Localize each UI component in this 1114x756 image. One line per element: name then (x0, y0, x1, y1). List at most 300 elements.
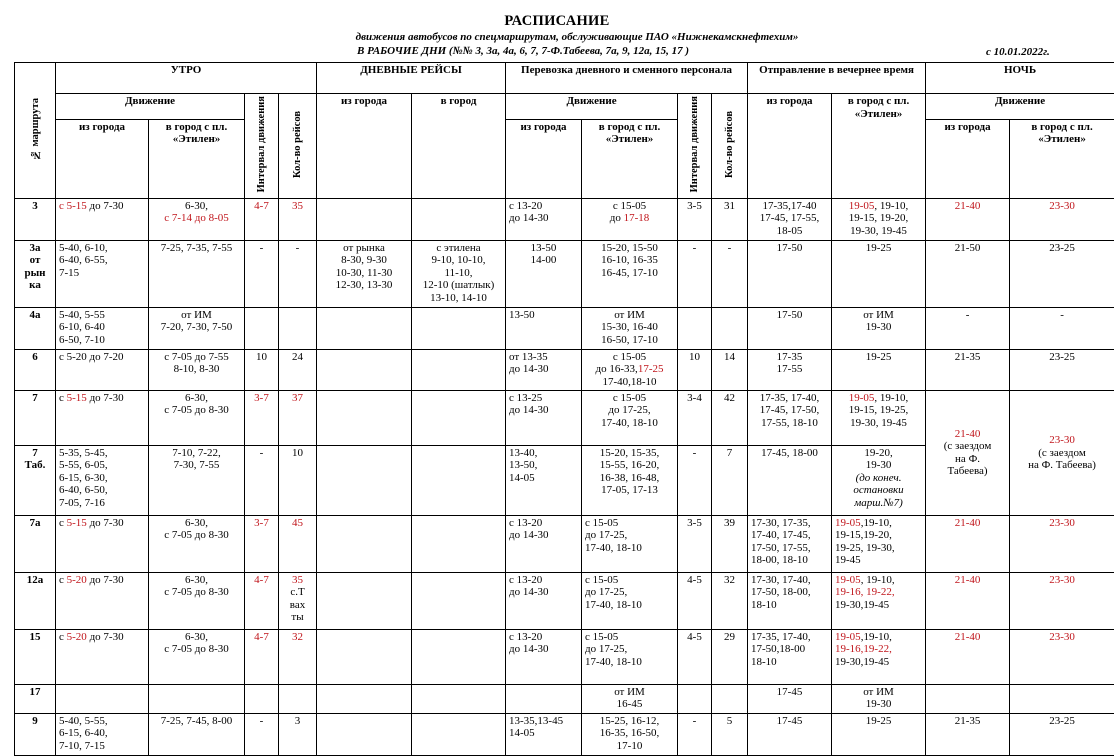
morning-count-cell (279, 572, 317, 629)
cell-text: до 14-30 (509, 212, 549, 224)
cell-line (509, 392, 578, 405)
schedule-table (14, 62, 1114, 756)
day-to-city-cell (412, 349, 506, 390)
day-from-city-cell (317, 572, 412, 629)
day-to-city-cell (412, 572, 506, 629)
cell-line (715, 447, 744, 460)
cell-text: 6-40, 6-50, (59, 484, 108, 496)
evening-from-city-cell (748, 198, 832, 240)
night-to-city-header: в город с пл. «Этилен» (1010, 119, 1114, 198)
morning-count-cell (279, 198, 317, 240)
cell-line (585, 517, 674, 530)
cell-text: 19-30, 19-45 (850, 225, 907, 237)
cell-text: 17-45 (777, 715, 803, 727)
evening-from-city-cell (748, 572, 832, 629)
cell-text: ты (291, 611, 303, 623)
evening-to-city-cell (832, 390, 926, 445)
cell-line (585, 200, 674, 213)
cell-text: 8-30, 9-30 (341, 254, 387, 266)
cell-line (152, 351, 241, 364)
cell-line (585, 631, 674, 644)
cell-text: до 17-25, (585, 529, 627, 541)
cell-line (751, 309, 828, 322)
shift-count-cell (712, 629, 748, 684)
cell-text: 19-05 (849, 200, 875, 212)
cell-line (681, 447, 708, 460)
cell-line (248, 574, 275, 587)
cell-line (152, 392, 241, 405)
cell-line (282, 631, 313, 644)
cell-line (152, 321, 241, 334)
cell-text: до 7-30 (87, 574, 124, 586)
day-from-city-cell (317, 684, 412, 713)
cell-line (509, 643, 578, 656)
cell-line (715, 392, 744, 405)
cell-line (929, 631, 1006, 644)
cell-line (1013, 200, 1111, 213)
cell-text: 19-15,19-20, (835, 529, 892, 541)
morning-to-city-cell (149, 684, 245, 713)
cell-text: 10-30, 11-30 (336, 267, 392, 279)
cell-line (59, 200, 145, 213)
cell-line (585, 727, 674, 740)
cell-text: 19-30,19-45 (835, 599, 889, 611)
cell-line (585, 404, 674, 417)
cell-text: , 19-10, (861, 574, 895, 586)
cell-text: - (260, 447, 264, 459)
cell-line (152, 200, 241, 213)
cell-text: 5-35, 5-45, (59, 447, 108, 459)
cell-text: 17-50,18-00 (751, 643, 805, 655)
shift-count-cell (712, 713, 748, 755)
cell-line (59, 727, 145, 740)
cell-line (248, 517, 275, 530)
route-number: 17 (18, 686, 52, 699)
shift-to-city-cell (582, 684, 678, 713)
cell-text: до 7-30 (87, 392, 124, 404)
cell-line (835, 447, 922, 460)
cell-text: с 13-20 (509, 574, 542, 586)
shift-interval-cell (678, 198, 712, 240)
cell-line (585, 574, 674, 587)
cell-text: 19-30, 19-45 (850, 417, 907, 429)
cell-text: 5-15 (67, 392, 87, 404)
cell-text: - (296, 242, 300, 254)
cell-text: 6-30, (185, 631, 208, 643)
morning-interval-cell (245, 684, 279, 713)
evening-header: Отправление в вечернее время (748, 63, 926, 94)
cell-line (715, 574, 744, 587)
cell-text: 7-25, 7-35, 7-55 (161, 242, 233, 254)
cell-line (835, 242, 922, 255)
cell-text: с.Т (290, 586, 304, 598)
cell-text: 17-35,17-40 (762, 200, 816, 212)
morning-count-cell (279, 515, 317, 572)
cell-line (585, 599, 674, 612)
shift-interval-cell (678, 572, 712, 629)
day-from-city-header: из города (317, 94, 412, 199)
cell-line (835, 200, 922, 213)
cell-text: 5-20 (67, 631, 87, 643)
cell-line (751, 200, 828, 213)
cell-line (751, 599, 828, 612)
shift-from-city-cell (506, 572, 582, 629)
cell-line (681, 517, 708, 530)
cell-line (509, 254, 578, 267)
night-to-city-cell (1010, 515, 1114, 572)
cell-line (59, 484, 145, 497)
cell-text: 17-40, 18-10 (585, 599, 642, 611)
cell-text: марш.№7) (854, 497, 903, 509)
cell-text: 7-10, 7-22, (172, 447, 221, 459)
cell-line (1013, 631, 1111, 644)
cell-line (1013, 574, 1111, 587)
cell-text: 14-05 (509, 727, 535, 739)
cell-line (751, 656, 828, 669)
night-from-city-cell (926, 515, 1010, 572)
cell-text: до 7-30 (87, 517, 124, 529)
cell-text: 19-20, (864, 447, 892, 459)
cell-line (835, 212, 922, 225)
morning-interval-cell (245, 198, 279, 240)
morning-interval-cell (245, 307, 279, 349)
cell-line (152, 447, 241, 460)
schedule-row (15, 713, 1114, 755)
cell-line (152, 529, 241, 542)
cell-text: 5-20 (67, 574, 87, 586)
cell-text: 21-40 (955, 517, 981, 529)
route-number: 15 (18, 631, 52, 644)
cell-text: с 7-05 до 8-30 (164, 586, 229, 598)
cell-text: 16-45 (617, 698, 643, 710)
cell-line (248, 447, 275, 460)
day-to-city-cell (412, 198, 506, 240)
cell-text: 32 (724, 574, 735, 586)
shift-count-cell (712, 307, 748, 349)
shift-count-header: Кол-во рейсов (712, 94, 748, 199)
cell-line (1013, 459, 1111, 472)
cell-text: 23-30 (1049, 517, 1075, 529)
cell-text: 17-50 (777, 309, 803, 321)
cell-text: 5-40, 5-55, (59, 715, 108, 727)
route-number-cell (15, 445, 56, 515)
night-to-city-cell (1010, 307, 1114, 349)
cell-line (751, 631, 828, 644)
cell-text: 17-05, 17-13 (601, 484, 658, 496)
morning-count-cell (279, 307, 317, 349)
cell-text: до 7-30 (87, 200, 124, 212)
morning-to-city-cell (149, 349, 245, 390)
cell-text: 23-25 (1049, 351, 1075, 363)
evening-to-city-cell (832, 349, 926, 390)
schedule-row (15, 198, 1114, 240)
cell-text: до 17-25, (608, 404, 650, 416)
shift-from-city-cell (506, 629, 582, 684)
cell-line (509, 447, 578, 460)
cell-line (751, 715, 828, 728)
cell-line (509, 574, 578, 587)
morning-from-city-cell (56, 572, 149, 629)
shift-interval-cell (678, 307, 712, 349)
cell-line (509, 404, 578, 417)
evening-to-city-cell (832, 240, 926, 307)
cell-line (152, 459, 241, 472)
cell-text: до (610, 212, 624, 224)
cell-text: - (693, 242, 697, 254)
route-number: 9 (18, 715, 52, 728)
cell-line (751, 542, 828, 555)
cell-line (320, 267, 408, 280)
cell-text: 21-50 (955, 242, 981, 254)
cell-line (835, 321, 922, 334)
cell-line (59, 517, 145, 530)
cell-line (248, 392, 275, 405)
cell-line (835, 392, 922, 405)
route-number: рын (18, 267, 52, 280)
cell-line (282, 392, 313, 405)
cell-text: 11-10, (445, 267, 473, 279)
cell-text: - (966, 309, 970, 321)
shift-transport-header: Перевозка дневного и сменного персонала (506, 63, 748, 94)
evening-from-city-cell (748, 307, 832, 349)
cell-line (835, 309, 922, 322)
cell-line (1013, 309, 1111, 322)
evening-from-city-cell (748, 349, 832, 390)
cell-text: 17-10 (617, 740, 643, 752)
night-from-city-header: из города (926, 119, 1010, 198)
cell-text: 12-10 (шатлык) (423, 279, 495, 291)
route-number: 7 (18, 447, 52, 460)
shift-from-city-cell (506, 445, 582, 515)
cell-text: 17-30, 17-40, (751, 574, 811, 586)
cell-text: 19-30 (866, 459, 892, 471)
cell-line (835, 586, 922, 599)
night-to-city-cell (1010, 198, 1114, 240)
night-to-city-cell (1010, 572, 1114, 629)
cell-text: 19-05 (835, 631, 861, 643)
morning-from-city-cell (56, 198, 149, 240)
cell-text: от 13-35 (509, 351, 548, 363)
cell-line (1013, 434, 1111, 447)
cell-text: вах (290, 599, 305, 611)
day-to-city-cell (412, 240, 506, 307)
cell-text: 17-30, 17-35, (751, 517, 811, 529)
shift-count-cell (712, 198, 748, 240)
morning-count-cell (279, 240, 317, 307)
cell-text: с 15-05 (585, 631, 618, 643)
cell-line (715, 517, 744, 530)
day-to-city-cell (412, 629, 506, 684)
cell-line (929, 715, 1006, 728)
cell-line (585, 686, 674, 699)
cell-text: 17-45, 17-55, (760, 212, 820, 224)
night-header: НОЧЬ (926, 63, 1114, 94)
route-number-cell (15, 307, 56, 349)
cell-line (509, 351, 578, 364)
cell-line (835, 404, 922, 417)
cell-line (585, 447, 674, 460)
morning-from-city-cell (56, 349, 149, 390)
schedule-row (15, 629, 1114, 684)
cell-text: 17-55, 18-10 (761, 417, 818, 429)
cell-text: 15-30, 16-40 (601, 321, 658, 333)
day-to-city-cell (412, 684, 506, 713)
cell-line (751, 212, 828, 225)
morning-header: УТРО (56, 63, 317, 94)
shift-interval-cell (678, 445, 712, 515)
night-to-city-cell (1010, 349, 1114, 390)
cell-line (282, 599, 313, 612)
shift-interval-cell (678, 515, 712, 572)
cell-text: 42 (724, 392, 735, 404)
cell-line (415, 279, 502, 292)
shift-to-city-cell (582, 390, 678, 445)
shift-to-city-cell (582, 307, 678, 349)
cell-text: 45 (292, 517, 303, 529)
route-number: 4а (18, 309, 52, 322)
cell-text: 17-45 (777, 686, 803, 698)
cell-line (835, 542, 922, 555)
cell-line (835, 631, 922, 644)
cell-line (929, 351, 1006, 364)
day-from-city-cell (317, 240, 412, 307)
cell-text: 19-16, 19-22, (835, 586, 895, 598)
cell-line (751, 574, 828, 587)
cell-line (1013, 715, 1111, 728)
cell-text: 17-35, 17-40, (751, 631, 811, 643)
cell-line (681, 715, 708, 728)
cell-text: 16-50, 17-10 (601, 334, 658, 346)
cell-line (835, 417, 922, 430)
shift-to-city-cell (582, 198, 678, 240)
cell-text: 23-25 (1049, 242, 1075, 254)
cell-line (415, 292, 502, 305)
cell-line (59, 740, 145, 753)
cell-text: 19-15, 19-25, (849, 404, 909, 416)
cell-line (152, 363, 241, 376)
cell-line (681, 351, 708, 364)
shift-from-city-cell (506, 198, 582, 240)
cell-text: 21-40 (955, 574, 981, 586)
cell-line (715, 242, 744, 255)
cell-text: 35 (292, 574, 303, 586)
cell-line (59, 459, 145, 472)
cell-text: 12-30, 13-30 (336, 279, 393, 291)
cell-text: 3-4 (687, 392, 702, 404)
night-to-city-cell (1010, 684, 1114, 713)
cell-line (282, 586, 313, 599)
cell-line (509, 586, 578, 599)
cell-line (715, 631, 744, 644)
cell-line (751, 686, 828, 699)
cell-line (681, 574, 708, 587)
morning-count-cell (279, 629, 317, 684)
cell-text: с 15-05 (585, 574, 618, 586)
cell-line (585, 643, 674, 656)
evening-from-city-cell (748, 629, 832, 684)
evening-from-city-cell (748, 240, 832, 307)
cell-line (585, 363, 674, 376)
cell-text: 13-40, (509, 447, 537, 459)
cell-line (59, 242, 145, 255)
cell-text: 6-40, 6-55, (59, 254, 108, 266)
night-from-city-cell (926, 307, 1010, 349)
evening-to-city-cell (832, 198, 926, 240)
cell-text: до 14-30 (509, 404, 549, 416)
cell-line (585, 351, 674, 364)
route-number-cell (15, 629, 56, 684)
cell-line (152, 586, 241, 599)
evening-to-city-cell (832, 713, 926, 755)
evening-from-city-header: из города (748, 94, 832, 199)
shift-from-city-cell (506, 307, 582, 349)
cell-text: 17-50, 18-00, (751, 586, 811, 598)
evening-to-city-cell (832, 445, 926, 515)
day-to-city-cell (412, 713, 506, 755)
cell-text: 13-10, 14-10 (430, 292, 487, 304)
cell-text: 21-35 (955, 351, 981, 363)
cell-line (751, 404, 828, 417)
cell-line (835, 715, 922, 728)
cell-text: 7-25, 7-45, 8-00 (161, 715, 233, 727)
cell-text: ,19-10, (861, 517, 892, 529)
cell-line (1013, 351, 1111, 364)
cell-line (248, 200, 275, 213)
cell-text: Табеева) (947, 465, 987, 477)
morning-to-city-cell (149, 307, 245, 349)
day-from-city-cell (317, 445, 412, 515)
cell-text: от ИМ (614, 309, 645, 321)
cell-text: 39 (724, 517, 735, 529)
evening-from-city-cell (748, 713, 832, 755)
cell-text: 5-40, 5-55 (59, 309, 105, 321)
cell-line (751, 225, 828, 238)
cell-text: 19-15, 19-20, (849, 212, 909, 224)
evening-to-city-cell (832, 515, 926, 572)
schedule-row (15, 307, 1114, 349)
cell-line (835, 472, 922, 485)
cell-text: - (260, 242, 264, 254)
cell-line (929, 428, 1006, 441)
cell-text: , 19-10, (874, 392, 908, 404)
cell-line (509, 715, 578, 728)
morning-from-city-cell (56, 684, 149, 713)
cell-text: с (59, 574, 67, 586)
cell-line (509, 200, 578, 213)
cell-line (509, 472, 578, 485)
night-from-city-cell (926, 240, 1010, 307)
cell-text: на Ф. (955, 453, 980, 465)
cell-text: 19-25 (866, 715, 892, 727)
cell-text: (с заездом (1038, 447, 1086, 459)
cell-text: с 5-20 до 7-20 (59, 351, 124, 363)
cell-text: 7-10, 7-15 (59, 740, 105, 752)
cell-text: 4-7 (254, 200, 269, 212)
cell-text: 16-45, 17-10 (601, 267, 658, 279)
cell-text: 19-30 (866, 321, 892, 333)
night-from-city-cell (926, 684, 1010, 713)
cell-line (929, 574, 1006, 587)
cell-text: 7-30, 7-55 (174, 459, 220, 471)
route-number-cell (15, 684, 56, 713)
cell-line (585, 309, 674, 322)
cell-text: с 13-20 (509, 200, 542, 212)
morning-from-city-cell (56, 713, 149, 755)
cell-line (751, 392, 828, 405)
route-number-cell (15, 198, 56, 240)
morning-to-city-cell (149, 390, 245, 445)
morning-to-city-cell (149, 572, 245, 629)
